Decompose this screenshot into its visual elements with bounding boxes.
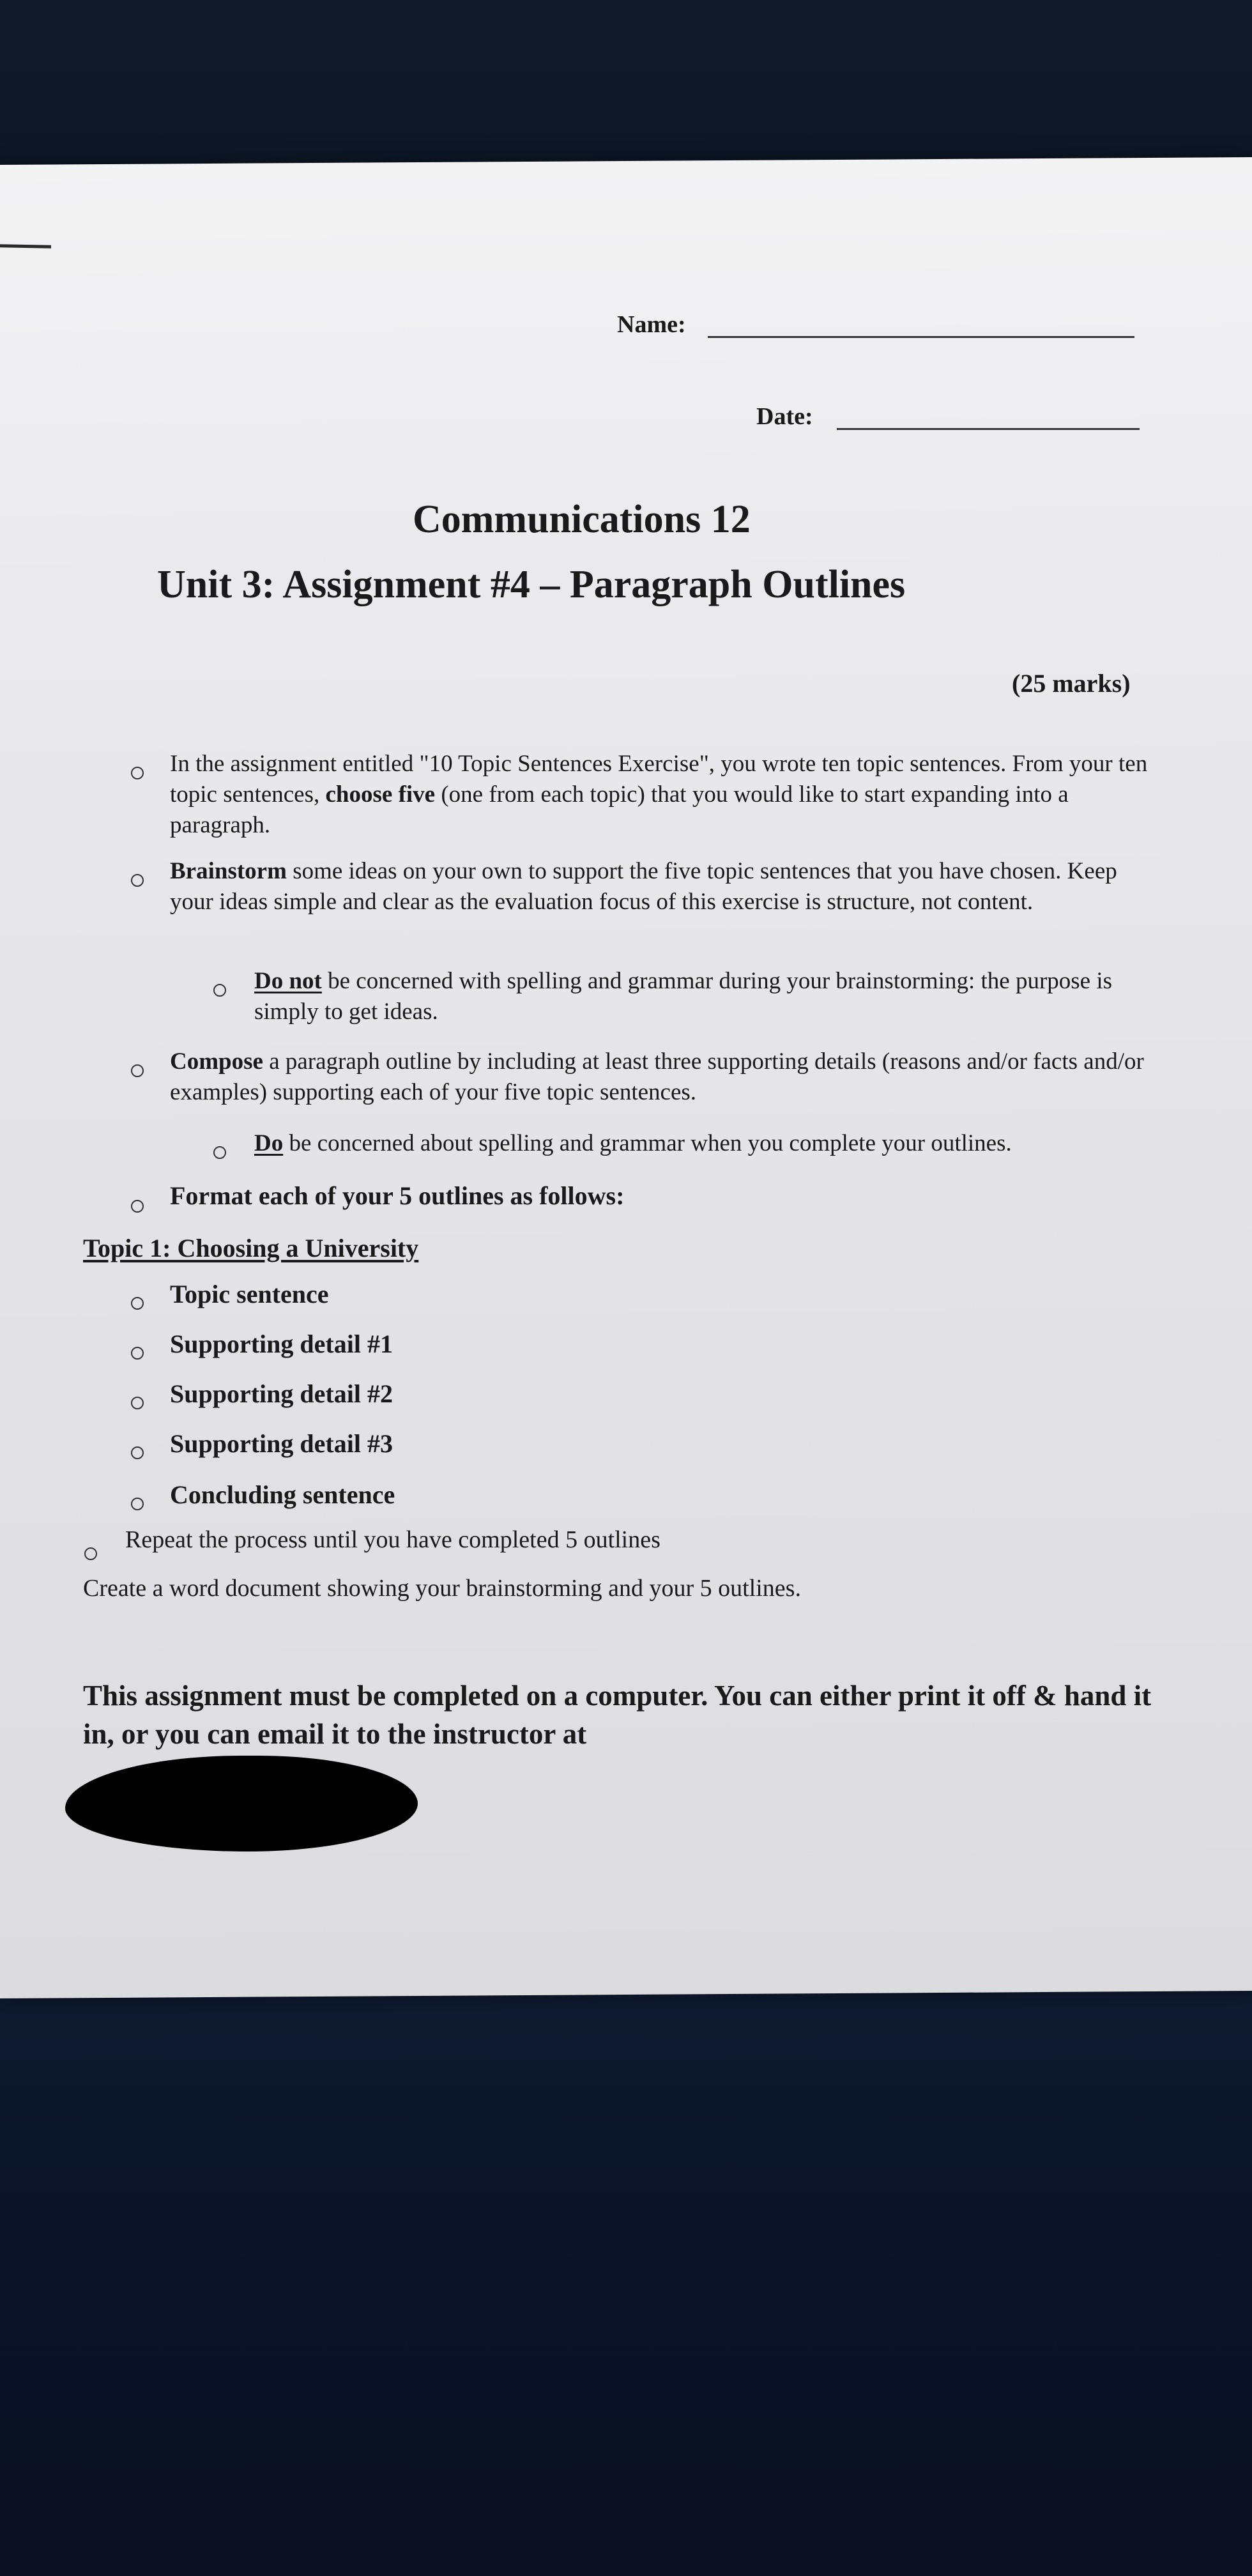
bullet-icon — [84, 1547, 97, 1560]
instruction-compose: Compose a paragraph outline by including at least three supporting details (reasons and/or facts and/or examples) supporting each of your five topic sentences. — [170, 1048, 1144, 1105]
assignment-title: Unit 3: Assignment #4 – Paragraph Outlines — [157, 563, 906, 606]
assignment-sheet — [0, 157, 1252, 1998]
instruction-do: Do be concerned about spelling and grammar when you complete your outlines. — [254, 1130, 1012, 1156]
create-instruction: Create a word document showing your brainstorming and your 5 outlines. — [83, 1575, 801, 1602]
date-label: Date: — [756, 403, 813, 430]
submission-note: This assignment must be completed on a computer. You can either print it off & hand it in, or you can email it to the instructor at — [83, 1680, 1152, 1750]
repeat-instruction: Repeat the process until you have completed 5 outlines — [125, 1526, 660, 1553]
sub-bullet-icon — [213, 1146, 226, 1159]
instruction-do-not: Do not be concerned with spelling and grammar during your brainstorming: the purpose is simply to get ideas. — [254, 968, 1113, 1025]
outline-item: Supporting detail #1 — [170, 1330, 393, 1358]
outline-heading: Topic 1: Choosing a University — [83, 1234, 419, 1262]
bullet-icon — [131, 1498, 144, 1510]
staple-mark — [0, 244, 51, 248]
instruction-brainstorm: Brainstorm some ideas on your own to support the five topic sentences that you have chosen. Keep your ideas simple and clear as the evaluation focus of this exercise is structure, not content. — [170, 858, 1117, 915]
name-label: Name: — [617, 311, 686, 338]
instruction-choose: In the assignment entitled "10 Topic Sentences Exercise", you wrote ten topic sentences. From your ten topic sentences, choose five (one from each topic) that you would like to start expanding into a paragraph. — [170, 751, 1148, 838]
bullet-icon — [131, 767, 144, 779]
instruction-format: Format each of your 5 outlines as follows: — [170, 1181, 625, 1210]
bullet-icon — [131, 1347, 144, 1360]
bullet-icon — [131, 1200, 144, 1213]
outline-item: Supporting detail #2 — [170, 1379, 393, 1408]
bullet-icon — [131, 874, 144, 887]
background-surface — [0, 1981, 1252, 2576]
date-line — [837, 428, 1140, 430]
outline-item: Supporting detail #3 — [170, 1429, 393, 1458]
outline-item: Topic sentence — [170, 1280, 329, 1308]
bullet-icon — [131, 1297, 144, 1310]
bullet-icon — [131, 1064, 144, 1077]
outline-item: Concluding sentence — [170, 1480, 395, 1509]
course-title: Communications 12 — [413, 498, 751, 541]
name-line — [708, 336, 1134, 338]
bullet-icon — [131, 1397, 144, 1409]
sub-bullet-icon — [213, 984, 226, 997]
bullet-icon — [131, 1446, 144, 1459]
redaction-blob — [65, 1756, 418, 1851]
marks-total: (25 marks) — [1012, 669, 1131, 698]
